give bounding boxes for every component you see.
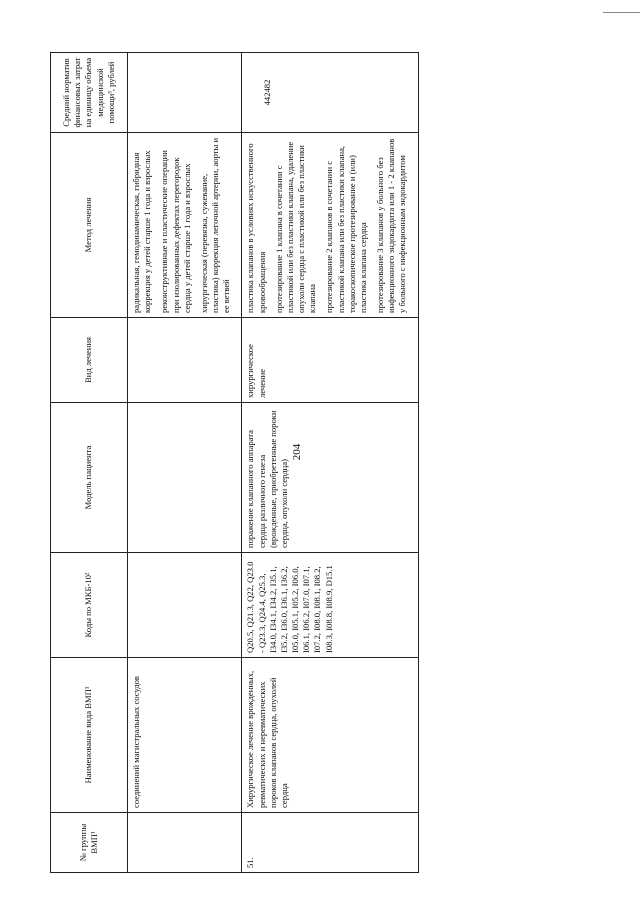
method-item: протезирование 2 клапанов в сочетании с пластикой клапана или без пластики клапана, торакоскопическое протезирование и (или) пластика клапана сердца — [324, 145, 368, 313]
header-icd-codes: Коды по МКБ-10² — [51, 553, 128, 658]
method-item: радикальная, гемодинамическая, гибридная коррекция у детей старше 1 года и взрослых — [131, 150, 153, 313]
table-row — [242, 53, 418, 873]
cell-treatment-methods — [128, 133, 242, 318]
cell-group-no — [128, 813, 242, 873]
header-vmp-name: Наименование вида ВМП¹ — [51, 658, 128, 813]
rotated-table-sheet — [50, 53, 590, 873]
cell-treatment-type — [128, 318, 242, 403]
header-treatment-method: Метод лечения — [51, 133, 128, 318]
page-number: 204 — [291, 443, 303, 461]
cell-avg-cost — [128, 53, 242, 133]
table-row — [128, 53, 242, 873]
cell-icd-codes — [128, 553, 242, 658]
corner-rule — [603, 12, 640, 13]
method-item: протезирование 3 клапанов у больного без инфекционного эндокардита или 1 - 2 клапанов у больного с инфекционным эндокардитом — [375, 138, 408, 313]
cell-treatment-methods — [242, 133, 418, 318]
cell-treatment-type: хирургическое лечение — [242, 318, 418, 403]
cell-vmp-name: Хирургическое лечение врожденных, ревматических и неревматических пороков клапанов сердца, опухолей сердца — [242, 658, 418, 813]
header-avg-cost: Средний норматив финансовых затрат на единицу объема медицинской помощи³, рублей — [51, 53, 128, 133]
cell-group-no: 51. — [242, 813, 418, 873]
method-item: хирургическая (перевязка, сужевание, пластика) коррекция легочной артерии, аорты и ее ветвей — [198, 137, 232, 313]
cell-patient-model: поражение клапанного аппарата сердца различного генеза (врожденные, приобретенные пороки сердца, опухоли сердца) — [242, 403, 418, 553]
method-item: реконструктивные и пластические операции при изолированных дефектах перегородок сердца у детей старше 1 года и взрослых — [159, 150, 192, 313]
cell-vmp-name: соединений магистральных сосудов — [128, 658, 242, 813]
cell-avg-cost: 442482 — [242, 53, 418, 133]
method-item: протезирование 1 клапана в сочетании с пластикой или без пластики клапана, удаление опухоли сердца с пластикой или без пластики клапана — [273, 141, 318, 313]
header-treatment-type: Вид лечения — [51, 318, 128, 403]
cell-patient-model — [128, 403, 242, 553]
header-group-no: № группы ВМП¹ — [51, 813, 128, 873]
vmp-table — [50, 52, 419, 873]
table-header-row — [51, 53, 128, 873]
method-item: пластика клапанов в условиях искусственного кровообращения — [245, 143, 267, 313]
header-patient-model: Модель пациента — [51, 403, 128, 553]
cell-icd-codes: Q20.5, Q21.3, Q22, Q23.0 - Q23.3, Q24.4, Q25.3, I34.0, I34.1, I34.2, I35.1, I35.2, I36.0, I36.1, I36.2, I05.0, I05.1, I05.2, I06.0, I06.1, I06.2, I07.0, I07.1, I07.2, I08.0, I08.1, I08.2, I08.3, I08.8, I08.9, D15.1 — [242, 553, 418, 658]
